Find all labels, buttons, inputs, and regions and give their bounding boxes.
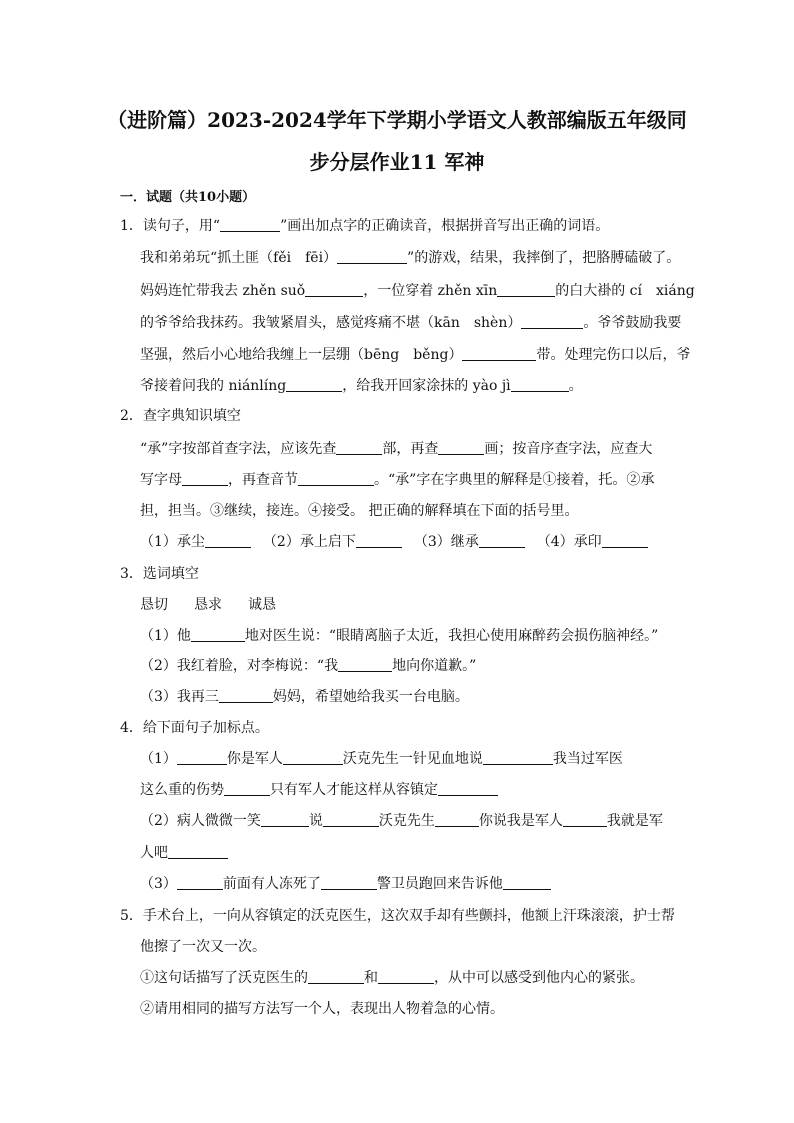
question-3-sentence-2: （2）我红着脸，对李梅说：“我 地向你道歉。” [140, 658, 477, 674]
answer-blank[interactable] [177, 875, 223, 890]
answer-blank[interactable] [511, 377, 569, 392]
question-1-line-3: 的爷爷给我抹药。我皱紧眉头，感觉疼痛不堪（kān shèn） 。爷爷鼓励我要 [140, 315, 682, 331]
question-4-line-3: （2）病人微微一笑 说 沃克先生 你说我是军人 我就是军 [140, 813, 663, 829]
answer-blank[interactable] [338, 657, 392, 672]
question-5-line-2: 他擦了一次又一次。 [140, 939, 266, 955]
answer-blank[interactable] [177, 750, 227, 765]
answer-blank[interactable] [563, 812, 607, 827]
page-title-line-2: 步分层作业11 军神 [309, 150, 485, 174]
answer-blank[interactable] [479, 533, 525, 548]
question-5-line-1: 5．手术台上，一向从容镇定的沃克医生，这次双手却有些颤抖，他额上汗珠滚滚，护士帮 [120, 908, 675, 924]
section-heading: 一．试题（共10小题） [120, 190, 256, 205]
question-2-line-2: 写字母 ，再查音节 。“承”字在字典里的解释是①接着，托。②承 [140, 472, 655, 488]
question-4-line-2: 这么重的伤势 只有军人才能这样从容镇定 [140, 781, 498, 799]
question-4-line-1: （1） 你是军人 沃克先生一针见血地说 我当过军医 [140, 751, 623, 767]
question-3-sentence-3: （3）我再三 妈妈，希望她给我买一台电脑。 [140, 689, 469, 705]
answer-blank[interactable] [321, 875, 377, 890]
question-1-line-5: 爷接着问我的 niánlíng ，给我开回家涂抹的 yào jì 。 [140, 378, 583, 394]
answer-blank[interactable] [336, 440, 382, 455]
question-2-line-3: 担，担当。③继续，接连。④接受。 把正确的解释填在下面的括号里。 [140, 503, 579, 519]
question-2-line-1: “承”字按部首查字法，应该先查 部，再查 画；按音序查字法，应查大 [140, 441, 653, 457]
question-4-line-4: 人吧 [140, 844, 228, 862]
answer-blank[interactable] [168, 844, 228, 859]
answer-blank[interactable] [191, 627, 245, 642]
answer-blank[interactable] [205, 533, 251, 548]
question-2-items: （1）承尘 （2）承上启下 （3）继承 （4）承印 [140, 533, 648, 551]
answer-blank[interactable] [435, 812, 479, 827]
question-1-line-2: 妈妈连忙带我去 zhěn suǒ ，一位穿着 zhěn xīn 的白大褂的 cí xiáng [140, 283, 695, 299]
answer-blank[interactable] [337, 249, 407, 264]
answer-blank[interactable] [305, 282, 363, 297]
question-4-heading: 4．给下面句子加标点。 [120, 720, 269, 736]
answer-blank[interactable] [462, 346, 536, 361]
question-3-sentence-1: （1）他 地对医生说：“眼睛离脑子太近，我担心使用麻醉药会损伤脑神经。” [140, 628, 659, 644]
question-1-prompt: 1．读句子，用“ ”画出加点字的正确读音，根据拼音写出正确的词语。 [120, 218, 610, 234]
question-5-line-4: ②请用相同的描写方法写一个人，表现出人物着急的心情。 [140, 1001, 504, 1017]
answer-blank[interactable] [503, 875, 551, 890]
answer-blank[interactable] [438, 781, 498, 796]
question-1-line-4: 坚强，然后小心地给我缠上一层绷（bēng běng） 带。处理完伤口以后，爷 [140, 347, 691, 363]
question-5-line-3: ①这句话描写了沃克医生的 和 ，从中可以感受到他内心的紧张。 [140, 970, 644, 986]
answer-blank[interactable] [378, 969, 434, 984]
answer-blank[interactable] [521, 314, 583, 329]
answer-blank[interactable] [182, 471, 228, 486]
page-title-line-1: （进阶篇）2023-2024学年下学期小学语文人教部编版五年级同 [107, 108, 687, 132]
answer-blank[interactable] [497, 282, 555, 297]
answer-blank[interactable] [219, 688, 273, 703]
answer-blank[interactable] [261, 812, 309, 827]
question-3-word-bank: 恳切 恳求 诚恳 [140, 597, 276, 613]
answer-blank[interactable] [286, 377, 342, 392]
answer-blank[interactable] [298, 471, 374, 486]
answer-blank[interactable] [323, 812, 379, 827]
answer-blank[interactable] [602, 533, 648, 548]
answer-blank[interactable] [224, 781, 270, 796]
question-2-heading: 2．查字典知识填空 [120, 408, 241, 424]
question-1-line-1: 我和弟弟玩“抓土匪（fěi fēi） ”的游戏，结果，我摔倒了，把胳膊磕破了。 [140, 250, 681, 266]
question-4-line-5: （3） 前面有人冻死了 警卫员跑回来告诉他 [140, 875, 551, 893]
answer-blank[interactable] [356, 533, 402, 548]
answer-blank[interactable] [308, 969, 364, 984]
answer-blank[interactable] [483, 750, 553, 765]
answer-blank[interactable] [283, 750, 343, 765]
answer-blank[interactable] [220, 217, 280, 232]
question-3-heading: 3．选词填空 [120, 566, 199, 582]
answer-blank[interactable] [438, 440, 484, 455]
